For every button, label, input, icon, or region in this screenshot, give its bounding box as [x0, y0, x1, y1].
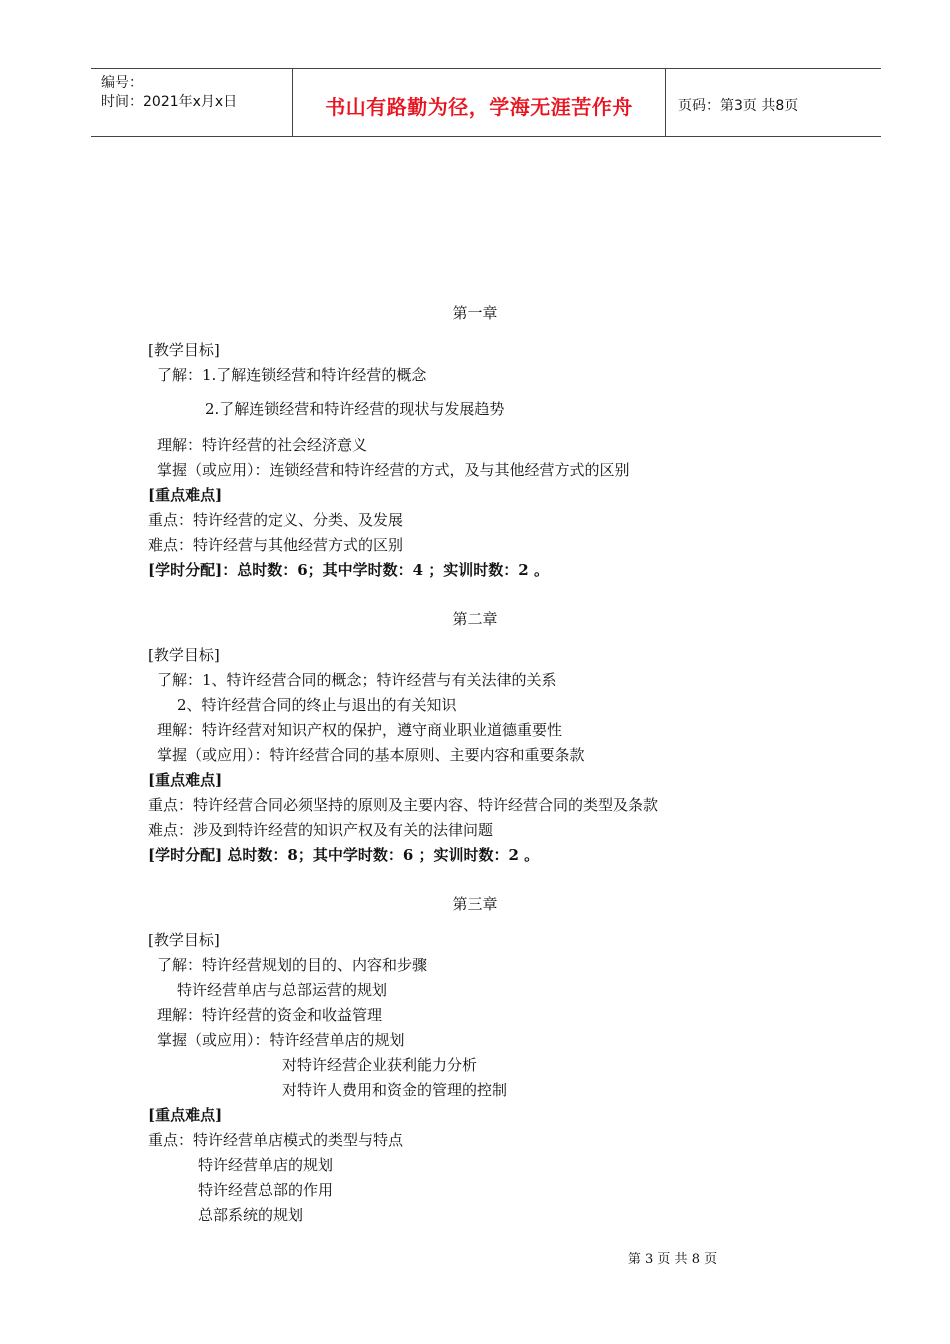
header-time: 时间：2021年x月x日: [101, 94, 238, 110]
chapter1-master: 掌握（或应用）：连锁经营和特许经营的方式，及与其他经营方式的区别: [157, 461, 630, 479]
chapter3-key-4: 总部系统的规划: [198, 1206, 304, 1224]
header-page-number: 页码：第3页 共8页: [678, 98, 799, 114]
chapter1-hours: [学时分配]：总时数：6；其中学时数：4 ；实训时数：2 。: [148, 561, 549, 579]
chapter3-understand-1: 了解：特许经营规划的目的、内容和步骤: [157, 956, 428, 974]
chapter3-understand-2: 特许经营单店与总部运营的规划: [177, 981, 388, 999]
chapter3-master-3: 对特许人费用和资金的管理的控制: [282, 1081, 508, 1099]
chapter3-key-heading: [重点难点]: [148, 1106, 223, 1124]
chapter3-key-2: 特许经营单店的规划: [198, 1156, 334, 1174]
header-meta-cell: [91, 69, 293, 136]
chapter1-understand-2: 2.了解连锁经营和特许经营的现状与发展趋势: [205, 400, 505, 418]
chapter1-goal-heading: [教学目标]: [148, 341, 220, 359]
chapter3-title: 第三章: [452, 895, 498, 913]
chapter2-master: 掌握（或应用）：特许经营合同的基本原则、主要内容和重要条款: [157, 746, 585, 764]
chapter3-key-3: 特许经营总部的作用: [198, 1181, 334, 1199]
chapter1-comprehend: 理解：特许经营的社会经济意义: [157, 436, 368, 454]
document-header: [91, 68, 881, 137]
chapter2-key-heading: [重点难点]: [148, 771, 223, 789]
chapter3-master-1: 掌握（或应用）：特许经营单店的规划: [157, 1031, 405, 1049]
chapter2-understand-2: 2、特许经营合同的终止与退出的有关知识: [177, 696, 457, 714]
chapter1-understand-1: 了解：1.了解连锁经营和特许经营的概念: [157, 366, 427, 384]
chapter1-key-heading: [重点难点]: [148, 486, 223, 504]
chapter2-understand-1: 了解：1、特许经营合同的概念；特许经营与有关法律的关系: [157, 671, 557, 689]
chapter2-title: 第二章: [452, 610, 498, 628]
chapter2-goal-heading: [教学目标]: [148, 646, 220, 664]
page-footer: 第 3 页 共 8 页: [627, 1252, 718, 1267]
chapter1-difficult: 难点：特许经营与其他经营方式的区别: [148, 536, 404, 554]
chapter1-title: 第一章: [452, 304, 498, 322]
chapter2-difficult: 难点：涉及到特许经营的知识产权及有关的法律问题: [148, 821, 494, 839]
header-motto-cell: [293, 69, 666, 136]
chapter3-master-2: 对特许经营企业获利能力分析: [282, 1056, 478, 1074]
chapter2-key: 重点：特许经营合同必须坚持的原则及主要内容、特许经营合同的类型及条款: [148, 796, 659, 814]
header-number: 编号：: [101, 75, 143, 91]
chapter2-comprehend: 理解：特许经营对知识产权的保护，遵守商业职业道德重要性: [157, 721, 563, 739]
chapter3-comprehend: 理解：特许经营的资金和收益管理: [157, 1006, 383, 1024]
chapter1-key: 重点：特许经营的定义、分类、及发展: [148, 511, 404, 529]
chapter2-hours: [学时分配] 总时数：8；其中学时数：6 ；实训时数：2 。: [148, 846, 540, 864]
header-page-cell: [666, 69, 881, 136]
chapter3-goal-heading: [教学目标]: [148, 931, 220, 949]
chapter3-key-1: 重点：特许经营单店模式的类型与特点: [148, 1131, 404, 1149]
header-motto: 书山有路勤为径，学海无涯苦作舟: [325, 95, 633, 119]
